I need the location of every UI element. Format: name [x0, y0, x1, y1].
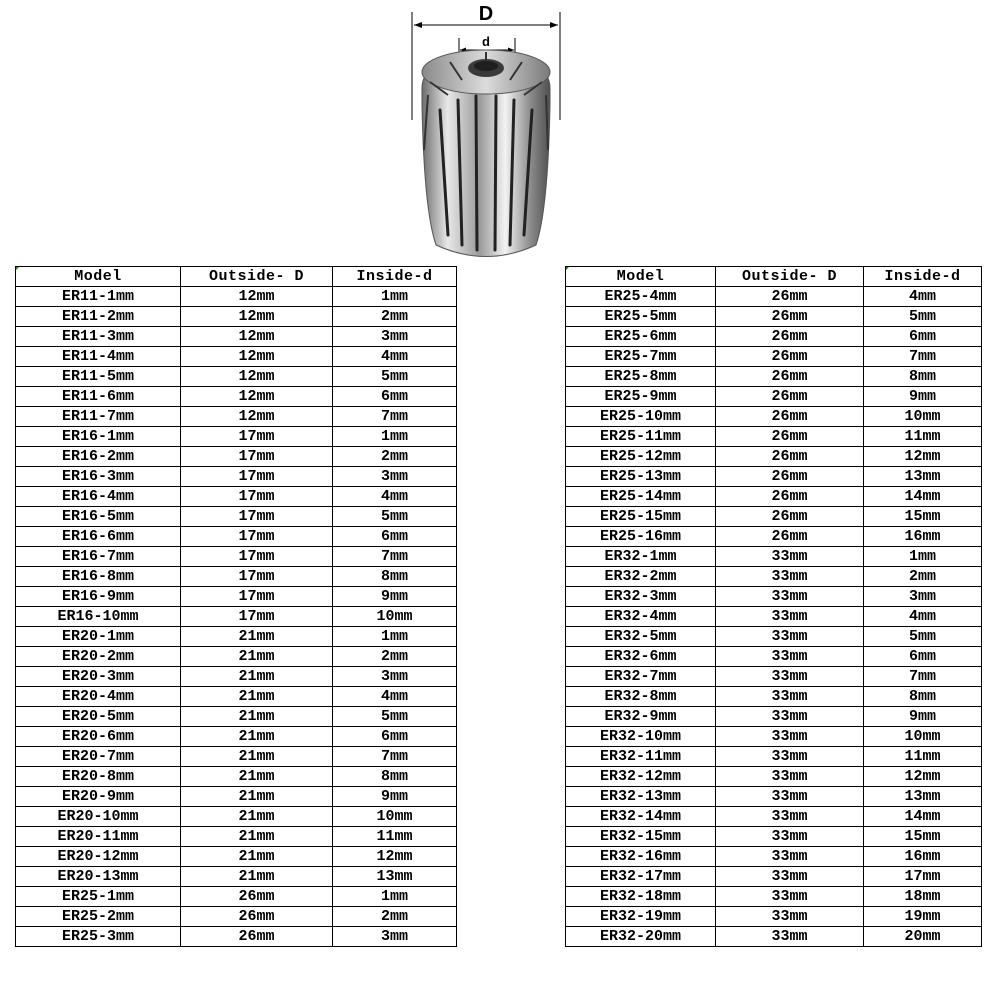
inside-diameter-cell: 3mm	[333, 467, 457, 487]
outside-diameter-cell: 17mm	[181, 587, 333, 607]
model-cell: ER16-2mm	[16, 447, 181, 467]
column-gap	[457, 667, 566, 687]
inside-diameter-cell: 10mm	[333, 807, 457, 827]
outside-diameter-cell: 21mm	[181, 647, 333, 667]
column-gap	[457, 267, 566, 287]
column-gap	[457, 727, 566, 747]
table-row	[16, 687, 982, 707]
column-gap	[457, 347, 566, 367]
column-gap	[457, 307, 566, 327]
table-row	[16, 887, 982, 907]
model-cell: ER32-13mm	[566, 787, 716, 807]
table-row	[16, 807, 982, 827]
outside-diameter-cell: 33mm	[716, 647, 864, 667]
column-gap	[457, 767, 566, 787]
column-gap	[457, 327, 566, 347]
inside-diameter-cell: 18mm	[864, 887, 982, 907]
model-cell: ER32-4mm	[566, 607, 716, 627]
model-cell: ER11-5mm	[16, 367, 181, 387]
outside-diameter-cell: 26mm	[716, 287, 864, 307]
table-row	[16, 907, 982, 927]
model-cell: ER16-8mm	[16, 567, 181, 587]
model-cell: ER16-6mm	[16, 527, 181, 547]
inside-diameter-cell: 10mm	[864, 407, 982, 427]
outside-diameter-cell: 17mm	[181, 547, 333, 567]
column-gap	[457, 807, 566, 827]
column-gap	[457, 627, 566, 647]
inside-diameter-cell: 13mm	[333, 867, 457, 887]
table-row	[16, 507, 982, 527]
model-cell: ER25-9mm	[566, 387, 716, 407]
inside-diameter-cell: 6mm	[864, 647, 982, 667]
model-cell: ER20-13mm	[16, 867, 181, 887]
outside-diameter-cell: 26mm	[181, 927, 333, 947]
model-cell: ER25-14mm	[566, 487, 716, 507]
inside-diameter-cell: 12mm	[864, 767, 982, 787]
outside-diameter-cell: 17mm	[181, 427, 333, 447]
outside-diameter-cell: 26mm	[716, 427, 864, 447]
outside-diameter-cell: 33mm	[716, 747, 864, 767]
table-row	[16, 347, 982, 367]
inside-diameter-cell: 1mm	[333, 427, 457, 447]
inside-diameter-cell: 5mm	[333, 367, 457, 387]
model-cell: ER20-4mm	[16, 687, 181, 707]
inside-diameter-cell: 7mm	[333, 407, 457, 427]
column-gap	[457, 487, 566, 507]
model-cell: ER32-15mm	[566, 827, 716, 847]
table-row	[16, 387, 982, 407]
outside-diameter-cell: 33mm	[716, 567, 864, 587]
inside-diameter-cell: 8mm	[333, 567, 457, 587]
model-cell: ER20-7mm	[16, 747, 181, 767]
column-gap	[457, 867, 566, 887]
inside-diameter-cell: 10mm	[864, 727, 982, 747]
inside-diameter-cell: 14mm	[864, 487, 982, 507]
header-inside-d: Inside-d	[864, 267, 982, 287]
model-cell: ER32-5mm	[566, 627, 716, 647]
table-row	[16, 747, 982, 767]
model-cell: ER25-12mm	[566, 447, 716, 467]
column-gap	[457, 927, 566, 947]
column-gap	[457, 907, 566, 927]
column-gap	[457, 547, 566, 567]
model-cell: ER25-3mm	[16, 927, 181, 947]
outside-diameter-cell: 33mm	[716, 587, 864, 607]
table-row	[16, 487, 982, 507]
table-row	[16, 407, 982, 427]
outside-diameter-cell: 33mm	[716, 687, 864, 707]
inside-diameter-cell: 1mm	[333, 627, 457, 647]
inside-diameter-cell: 2mm	[333, 447, 457, 467]
column-gap	[457, 287, 566, 307]
model-cell: ER11-7mm	[16, 407, 181, 427]
header-outside-d: Outside- D	[716, 267, 864, 287]
model-cell: ER25-16mm	[566, 527, 716, 547]
model-cell: ER32-14mm	[566, 807, 716, 827]
model-cell: ER32-12mm	[566, 767, 716, 787]
outside-diameter-cell: 33mm	[716, 627, 864, 647]
model-cell: ER16-5mm	[16, 507, 181, 527]
model-cell: ER32-6mm	[566, 647, 716, 667]
model-cell: ER32-18mm	[566, 887, 716, 907]
column-gap	[457, 827, 566, 847]
inside-diameter-cell: 16mm	[864, 527, 982, 547]
table-row	[16, 727, 982, 747]
model-cell: ER20-1mm	[16, 627, 181, 647]
table-row	[16, 627, 982, 647]
column-gap	[457, 427, 566, 447]
outside-diameter-cell: 33mm	[716, 807, 864, 827]
inside-diameter-cell: 6mm	[333, 387, 457, 407]
inside-diameter-cell: 12mm	[864, 447, 982, 467]
inside-diameter-cell: 7mm	[864, 347, 982, 367]
table-row	[16, 847, 982, 867]
model-cell: ER25-4mm	[566, 287, 716, 307]
model-cell: ER11-4mm	[16, 347, 181, 367]
column-gap	[457, 687, 566, 707]
inside-diameter-cell: 4mm	[333, 687, 457, 707]
outside-diameter-cell: 21mm	[181, 787, 333, 807]
column-gap	[457, 467, 566, 487]
table-row	[16, 327, 982, 347]
inside-diameter-cell: 8mm	[864, 687, 982, 707]
table-row	[16, 647, 982, 667]
table-row	[16, 927, 982, 947]
outside-diameter-cell: 33mm	[716, 767, 864, 787]
model-cell: ER32-19mm	[566, 907, 716, 927]
inside-diameter-cell: 14mm	[864, 807, 982, 827]
outside-diameter-cell: 26mm	[716, 307, 864, 327]
inside-diameter-cell: 11mm	[333, 827, 457, 847]
outside-diameter-cell: 33mm	[716, 927, 864, 947]
inside-diameter-cell: 1mm	[864, 547, 982, 567]
outside-diameter-cell: 26mm	[716, 527, 864, 547]
outside-diameter-cell: 26mm	[181, 907, 333, 927]
table-row	[16, 547, 982, 567]
model-cell: ER16-10mm	[16, 607, 181, 627]
inside-diameter-cell: 5mm	[333, 507, 457, 527]
model-cell: ER32-9mm	[566, 707, 716, 727]
table-row	[16, 447, 982, 467]
model-cell: ER32-20mm	[566, 927, 716, 947]
model-cell: ER25-7mm	[566, 347, 716, 367]
inside-diameter-cell: 12mm	[333, 847, 457, 867]
outside-diameter-cell: 33mm	[716, 607, 864, 627]
outside-diameter-cell: 21mm	[181, 847, 333, 867]
model-cell: ER32-11mm	[566, 747, 716, 767]
inside-diameter-cell: 6mm	[333, 527, 457, 547]
inside-diameter-cell: 3mm	[333, 327, 457, 347]
outside-diameter-cell: 26mm	[716, 327, 864, 347]
outside-diameter-cell: 21mm	[181, 827, 333, 847]
model-cell: ER11-3mm	[16, 327, 181, 347]
inside-diameter-cell: 4mm	[864, 607, 982, 627]
inside-diameter-cell: 7mm	[333, 547, 457, 567]
column-gap	[457, 447, 566, 467]
column-gap	[457, 587, 566, 607]
model-cell: ER16-9mm	[16, 587, 181, 607]
header-inside-d: Inside-d	[333, 267, 457, 287]
outside-diameter-cell: 26mm	[716, 347, 864, 367]
model-cell: ER32-2mm	[566, 567, 716, 587]
model-cell: ER32-8mm	[566, 687, 716, 707]
inside-diameter-cell: 4mm	[333, 347, 457, 367]
outside-diameter-cell: 12mm	[181, 387, 333, 407]
outside-diameter-cell: 17mm	[181, 527, 333, 547]
header-model: Model	[566, 267, 716, 287]
model-cell: ER32-10mm	[566, 727, 716, 747]
inside-diameter-cell: 19mm	[864, 907, 982, 927]
collet-diagram	[400, 0, 570, 265]
inside-diameter-cell: 17mm	[864, 867, 982, 887]
table-row	[16, 767, 982, 787]
inside-diameter-cell: 5mm	[333, 707, 457, 727]
inside-diameter-cell: 9mm	[333, 787, 457, 807]
outside-diameter-cell: 21mm	[181, 767, 333, 787]
inside-diameter-cell: 1mm	[333, 887, 457, 907]
column-gap	[457, 407, 566, 427]
outer-diameter-label: D	[478, 3, 494, 25]
outside-diameter-cell: 17mm	[181, 467, 333, 487]
table-row	[16, 527, 982, 547]
model-cell: ER25-15mm	[566, 507, 716, 527]
model-cell: ER20-2mm	[16, 647, 181, 667]
outside-diameter-cell: 33mm	[716, 667, 864, 687]
model-cell: ER11-2mm	[16, 307, 181, 327]
model-cell: ER32-16mm	[566, 847, 716, 867]
model-cell: ER25-10mm	[566, 407, 716, 427]
outside-diameter-cell: 21mm	[181, 807, 333, 827]
inside-diameter-cell: 3mm	[333, 927, 457, 947]
outside-diameter-cell: 21mm	[181, 627, 333, 647]
column-gap	[457, 507, 566, 527]
inside-diameter-cell: 7mm	[864, 667, 982, 687]
inside-diameter-cell: 13mm	[864, 467, 982, 487]
collet-spec-table	[15, 266, 982, 947]
column-gap	[457, 607, 566, 627]
inner-diameter-label: d	[482, 34, 490, 49]
table-row	[16, 787, 982, 807]
model-cell: ER25-1mm	[16, 887, 181, 907]
inside-diameter-cell: 10mm	[333, 607, 457, 627]
model-cell: ER25-11mm	[566, 427, 716, 447]
outside-diameter-cell: 26mm	[181, 887, 333, 907]
outside-diameter-cell: 26mm	[716, 507, 864, 527]
outside-diameter-cell: 17mm	[181, 607, 333, 627]
table-row	[16, 367, 982, 387]
model-cell: ER20-9mm	[16, 787, 181, 807]
column-gap	[457, 887, 566, 907]
outside-diameter-cell: 17mm	[181, 487, 333, 507]
column-gap	[457, 847, 566, 867]
inside-diameter-cell: 3mm	[864, 587, 982, 607]
model-cell: ER11-1mm	[16, 287, 181, 307]
model-cell: ER25-5mm	[566, 307, 716, 327]
table-row	[16, 707, 982, 727]
table-row	[16, 827, 982, 847]
inside-diameter-cell: 15mm	[864, 507, 982, 527]
table-row	[16, 867, 982, 887]
inside-diameter-cell: 5mm	[864, 627, 982, 647]
table-row	[16, 607, 982, 627]
outside-diameter-cell: 33mm	[716, 867, 864, 887]
outside-diameter-cell: 12mm	[181, 367, 333, 387]
inside-diameter-cell: 5mm	[864, 307, 982, 327]
outside-diameter-cell: 12mm	[181, 347, 333, 367]
outside-diameter-cell: 21mm	[181, 747, 333, 767]
outside-diameter-cell: 17mm	[181, 567, 333, 587]
model-cell: ER20-3mm	[16, 667, 181, 687]
outside-diameter-cell: 21mm	[181, 687, 333, 707]
table-row	[16, 667, 982, 687]
table-row	[16, 427, 982, 447]
model-cell: ER25-13mm	[566, 467, 716, 487]
model-cell: ER16-3mm	[16, 467, 181, 487]
outside-diameter-cell: 26mm	[716, 407, 864, 427]
outside-diameter-cell: 33mm	[716, 887, 864, 907]
model-cell: ER16-4mm	[16, 487, 181, 507]
outside-diameter-cell: 12mm	[181, 327, 333, 347]
outside-diameter-cell: 33mm	[716, 907, 864, 927]
model-cell: ER20-12mm	[16, 847, 181, 867]
inside-diameter-cell: 6mm	[864, 327, 982, 347]
table-row	[16, 587, 982, 607]
outside-diameter-cell: 33mm	[716, 827, 864, 847]
header-model: Model	[16, 267, 181, 287]
column-gap	[457, 707, 566, 727]
model-cell: ER20-11mm	[16, 827, 181, 847]
column-gap	[457, 747, 566, 767]
model-cell: ER25-2mm	[16, 907, 181, 927]
column-gap	[457, 787, 566, 807]
inside-diameter-cell: 2mm	[333, 307, 457, 327]
inside-diameter-cell: 20mm	[864, 927, 982, 947]
outside-diameter-cell: 21mm	[181, 707, 333, 727]
inside-diameter-cell: 15mm	[864, 827, 982, 847]
inside-diameter-cell: 2mm	[864, 567, 982, 587]
outside-diameter-cell: 21mm	[181, 667, 333, 687]
inside-diameter-cell: 2mm	[333, 647, 457, 667]
model-cell: ER20-6mm	[16, 727, 181, 747]
outside-diameter-cell: 26mm	[716, 367, 864, 387]
outside-diameter-cell: 17mm	[181, 507, 333, 527]
inside-diameter-cell: 11mm	[864, 747, 982, 767]
column-gap	[457, 567, 566, 587]
outside-diameter-cell: 26mm	[716, 387, 864, 407]
inside-diameter-cell: 8mm	[333, 767, 457, 787]
inside-diameter-cell: 2mm	[333, 907, 457, 927]
column-gap	[457, 527, 566, 547]
outside-diameter-cell: 33mm	[716, 547, 864, 567]
inside-diameter-cell: 11mm	[864, 427, 982, 447]
outside-diameter-cell: 12mm	[181, 407, 333, 427]
outside-diameter-cell: 21mm	[181, 727, 333, 747]
model-cell: ER32-7mm	[566, 667, 716, 687]
column-gap	[457, 387, 566, 407]
inside-diameter-cell: 9mm	[333, 587, 457, 607]
outside-diameter-cell: 33mm	[716, 787, 864, 807]
outside-diameter-cell: 26mm	[716, 487, 864, 507]
column-gap	[457, 647, 566, 667]
model-cell: ER32-1mm	[566, 547, 716, 567]
table-header-row	[16, 267, 982, 287]
model-cell: ER25-6mm	[566, 327, 716, 347]
model-cell: ER16-7mm	[16, 547, 181, 567]
collet-image	[422, 50, 550, 257]
header-outside-d: Outside- D	[181, 267, 333, 287]
model-cell: ER32-17mm	[566, 867, 716, 887]
model-cell: ER20-10mm	[16, 807, 181, 827]
outside-diameter-cell: 12mm	[181, 287, 333, 307]
inside-diameter-cell: 16mm	[864, 847, 982, 867]
table-row	[16, 567, 982, 587]
model-cell: ER20-8mm	[16, 767, 181, 787]
outside-diameter-cell: 26mm	[716, 467, 864, 487]
inside-diameter-cell: 9mm	[864, 387, 982, 407]
model-cell: ER32-3mm	[566, 587, 716, 607]
inside-diameter-cell: 6mm	[333, 727, 457, 747]
inside-diameter-cell: 13mm	[864, 787, 982, 807]
outside-diameter-cell: 17mm	[181, 447, 333, 467]
column-gap	[457, 367, 566, 387]
outside-diameter-cell: 21mm	[181, 867, 333, 887]
table-row	[16, 287, 982, 307]
table-row	[16, 467, 982, 487]
inside-diameter-cell: 7mm	[333, 747, 457, 767]
inside-diameter-cell: 3mm	[333, 667, 457, 687]
outside-diameter-cell: 26mm	[716, 447, 864, 467]
inside-diameter-cell: 8mm	[864, 367, 982, 387]
model-cell: ER20-5mm	[16, 707, 181, 727]
outside-diameter-cell: 12mm	[181, 307, 333, 327]
outside-diameter-cell: 33mm	[716, 847, 864, 867]
outside-diameter-cell: 33mm	[716, 727, 864, 747]
inside-diameter-cell: 1mm	[333, 287, 457, 307]
model-cell: ER25-8mm	[566, 367, 716, 387]
inside-diameter-cell: 4mm	[864, 287, 982, 307]
model-cell: ER16-1mm	[16, 427, 181, 447]
table-row	[16, 307, 982, 327]
model-cell: ER11-6mm	[16, 387, 181, 407]
inside-diameter-cell: 9mm	[864, 707, 982, 727]
outside-diameter-cell: 33mm	[716, 707, 864, 727]
inside-diameter-cell: 4mm	[333, 487, 457, 507]
